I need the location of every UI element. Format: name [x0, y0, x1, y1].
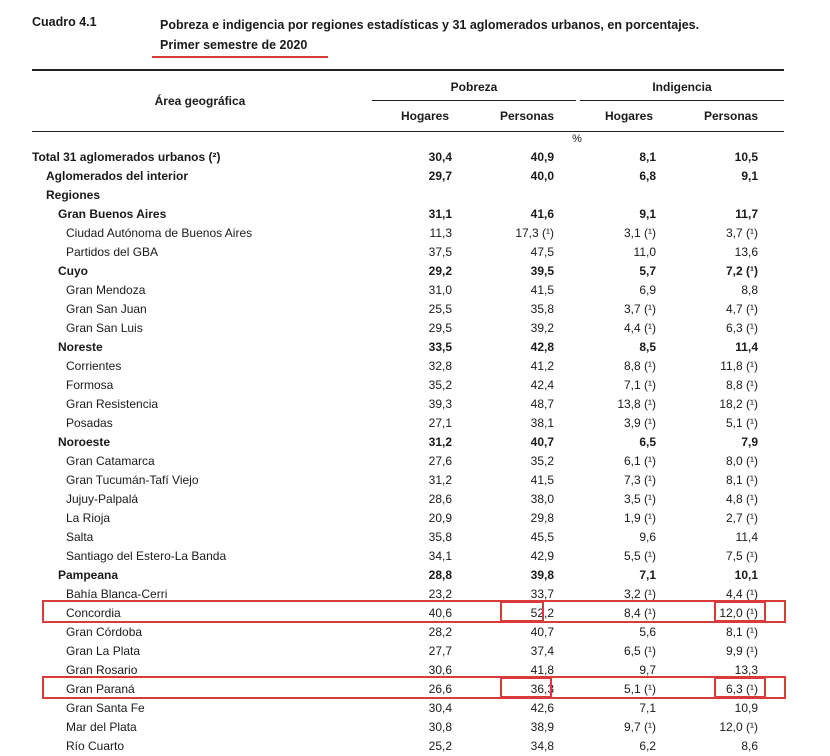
row-label: Gran Buenos Aires: [58, 207, 167, 221]
cell-indigencia-personas: 13,6: [734, 245, 758, 259]
cell-indigencia-hogares: 8,4 (¹): [623, 606, 656, 620]
cell-indigencia-hogares: 6,9: [639, 283, 656, 297]
cell-indigencia-hogares: 9,1: [639, 207, 656, 221]
row-label: Gran Córdoba: [66, 625, 143, 639]
row-label: Gran La Plata: [66, 644, 141, 658]
cell-indigencia-personas: 13,3: [734, 663, 758, 677]
cell-pobreza-hogares: 23,2: [428, 587, 452, 601]
cell-pobreza-personas: 38,1: [530, 416, 554, 430]
cell-indigencia-hogares: 3,7 (¹): [623, 302, 656, 316]
cell-pobreza-personas: 34,8: [530, 739, 554, 753]
cell-pobreza-hogares: 25,5: [428, 302, 452, 316]
table-row: [32, 319, 784, 338]
cell-pobreza-hogares: 28,2: [428, 625, 452, 639]
cell-pobreza-hogares: 29,7: [428, 169, 452, 183]
cell-pobreza-hogares: 31,2: [428, 473, 452, 487]
cell-indigencia-personas: 11,4: [735, 340, 758, 354]
table-row: [32, 547, 784, 566]
table-row: [32, 642, 784, 661]
cell-pobreza-personas: 40,7: [530, 435, 554, 449]
cell-indigencia-hogares: 4,4 (¹): [623, 321, 656, 335]
row-label: Gran Catamarca: [66, 454, 155, 468]
cell-indigencia-personas: 12,0 (¹): [719, 720, 758, 734]
cell-pobreza-hogares: 30,4: [428, 701, 452, 715]
table-row: [32, 737, 784, 756]
table-row: [32, 585, 784, 604]
table-row: [32, 376, 784, 395]
cell-pobreza-hogares: 34,1: [428, 549, 452, 563]
cell-indigencia-personas: 11,8 (¹): [720, 359, 758, 373]
cell-indigencia-personas: 8,1 (¹): [725, 473, 758, 487]
cell-indigencia-personas: 12,0 (¹): [719, 606, 758, 620]
cell-pobreza-personas: 39,8: [530, 568, 554, 582]
cell-pobreza-personas: 40,9: [530, 150, 554, 164]
pobreza-subrule: [372, 100, 576, 101]
indigencia-header: Indigencia: [652, 80, 712, 94]
cell-indigencia-personas: 4,4 (¹): [725, 587, 758, 601]
cell-pobreza-personas: 38,9: [530, 720, 554, 734]
row-label: Gran Mendoza: [66, 283, 146, 297]
col-header-indigencia-hogares: Hogares: [604, 109, 654, 123]
unit-label: %: [572, 133, 582, 145]
col-header-pobreza-hogares: Hogares: [400, 109, 450, 123]
col-header-indigencia-personas: Personas: [703, 109, 759, 123]
row-label: Mar del Plata: [66, 720, 137, 734]
cell-indigencia-personas: 8,8: [741, 283, 758, 297]
cell-indigencia-personas: 9,1: [741, 169, 758, 183]
row-label: Ciudad Autónoma de Buenos Aires: [66, 226, 253, 240]
table-row: [32, 357, 784, 376]
cell-indigencia-personas: 8,6: [741, 739, 758, 753]
table-number: Cuadro 4.1: [32, 15, 97, 29]
header-bottom-rule: [32, 131, 784, 132]
cell-pobreza-personas: 45,5: [530, 530, 554, 544]
cell-pobreza-hogares: 27,6: [428, 454, 452, 468]
table-row: [32, 604, 784, 623]
cell-indigencia-personas: 4,8 (¹): [725, 492, 758, 506]
table-row: [32, 623, 784, 642]
cell-pobreza-hogares: 28,6: [428, 492, 452, 506]
cell-indigencia-personas: 7,5 (¹): [725, 549, 758, 563]
cell-pobreza-personas: 17,3 (¹): [515, 226, 554, 240]
cell-pobreza-hogares: 11,3: [429, 226, 452, 240]
cell-pobreza-personas: 38,0: [530, 492, 554, 506]
table-row: [32, 414, 784, 433]
cell-indigencia-personas: 11,7: [735, 207, 758, 221]
cell-pobreza-personas: 35,8: [530, 302, 554, 316]
cell-indigencia-personas: 2,7 (¹): [725, 511, 758, 525]
cell-pobreza-personas: 41,6: [530, 207, 554, 221]
table-row: [32, 490, 784, 509]
table-top-rule: [32, 69, 784, 71]
cell-indigencia-hogares: 5,6: [639, 625, 656, 639]
cell-indigencia-hogares: 7,1: [639, 701, 656, 715]
cell-pobreza-hogares: 26,6: [428, 682, 452, 696]
cell-indigencia-hogares: 7,1 (¹): [623, 378, 656, 392]
title-line-1: Pobreza e indigencia por regiones estadísticas y 31 aglomerados urbanos, en porcentajes.: [160, 18, 700, 32]
cell-indigencia-hogares: 6,5 (¹): [623, 644, 656, 658]
cell-pobreza-personas: 42,6: [530, 701, 554, 715]
row-label: Gran Rosario: [66, 663, 138, 677]
cell-pobreza-personas: 40,0: [530, 169, 554, 183]
cell-indigencia-hogares: 6,8: [639, 169, 656, 183]
cell-indigencia-personas: 7,2 (¹): [725, 264, 758, 278]
table-row: [32, 661, 784, 680]
cell-indigencia-hogares: 5,1 (¹): [623, 682, 656, 696]
row-label: La Rioja: [66, 511, 111, 525]
row-label: Cuyo: [58, 264, 88, 278]
row-label: Noreste: [58, 340, 103, 354]
cell-indigencia-hogares: 6,5: [639, 435, 656, 449]
cell-indigencia-personas: 9,9 (¹): [725, 644, 758, 658]
title-line-2: Primer semestre de 2020: [160, 38, 308, 52]
cell-indigencia-hogares: 3,1 (¹): [623, 226, 656, 240]
cell-pobreza-personas: 42,9: [530, 549, 554, 563]
cell-indigencia-personas: 4,7 (¹): [725, 302, 758, 316]
cell-pobreza-hogares: 32,8: [428, 359, 452, 373]
table-title: [160, 15, 699, 55]
row-label: Gran San Juan: [66, 302, 147, 316]
cell-pobreza-hogares: 25,2: [428, 739, 452, 753]
cell-pobreza-hogares: 20,9: [428, 511, 452, 525]
cell-indigencia-personas: 6,3 (¹): [725, 321, 758, 335]
cell-pobreza-hogares: 35,8: [428, 530, 452, 544]
row-label: Jujuy-Palpalá: [66, 492, 139, 506]
cell-indigencia-personas: 7,9: [741, 435, 758, 449]
cell-indigencia-personas: 3,7 (¹): [725, 226, 758, 240]
cell-pobreza-personas: 41,5: [530, 283, 554, 297]
table-row: [32, 566, 784, 585]
row-label: Río Cuarto: [66, 739, 125, 753]
cell-pobreza-personas: 39,2: [530, 321, 554, 335]
pobreza-header: Pobreza: [450, 80, 498, 94]
cell-pobreza-hogares: 29,5: [428, 321, 452, 335]
row-label: Gran Santa Fe: [66, 701, 145, 715]
cell-indigencia-hogares: 9,6: [639, 530, 656, 544]
cell-indigencia-hogares: 7,3 (¹): [623, 473, 656, 487]
cell-indigencia-personas: 8,1 (¹): [725, 625, 758, 639]
cell-indigencia-hogares: 8,5: [639, 340, 656, 354]
cell-pobreza-personas: 47,5: [530, 245, 554, 259]
cell-indigencia-hogares: 11,0: [633, 245, 656, 259]
row-label: Regiones: [46, 188, 101, 202]
cell-indigencia-personas: 10,9: [734, 701, 758, 715]
cell-pobreza-personas: 37,4: [530, 644, 554, 658]
row-label: Gran Paraná: [66, 682, 135, 696]
cell-pobreza-hogares: 27,7: [428, 644, 452, 658]
table-row: [32, 205, 784, 224]
cell-pobreza-personas: 33,7: [530, 587, 554, 601]
table-row: [32, 680, 784, 699]
row-label: Concordia: [66, 606, 121, 620]
table-row: [32, 167, 784, 186]
row-label: Aglomerados del interior: [46, 169, 189, 183]
table-row: [32, 433, 784, 452]
cell-pobreza-hogares: 31,0: [428, 283, 452, 297]
cell-pobreza-hogares: 31,2: [428, 435, 452, 449]
cell-pobreza-personas: 41,8: [530, 663, 554, 677]
cell-indigencia-hogares: 7,1: [639, 568, 656, 582]
cell-indigencia-hogares: 5,5 (¹): [623, 549, 656, 563]
cell-pobreza-hogares: 40,6: [428, 606, 452, 620]
cell-indigencia-hogares: 8,8 (¹): [623, 359, 656, 373]
table-row: [32, 699, 784, 718]
row-label: Noroeste: [58, 435, 111, 449]
cell-indigencia-personas: 11,4: [735, 530, 758, 544]
cell-pobreza-hogares: 28,8: [428, 568, 452, 582]
cell-indigencia-personas: 5,1 (¹): [725, 416, 758, 430]
row-label: Gran Resistencia: [66, 397, 159, 411]
cell-indigencia-hogares: 5,7: [639, 264, 656, 278]
row-label: Partidos del GBA: [66, 245, 159, 259]
area-header: Área geográfica: [154, 94, 246, 108]
row-label: Posadas: [66, 416, 113, 430]
cell-indigencia-hogares: 3,2 (¹): [623, 587, 656, 601]
row-label: Santiago del Estero-La Banda: [66, 549, 227, 563]
cell-pobreza-personas: 29,8: [530, 511, 554, 525]
cell-pobreza-personas: 41,2: [530, 359, 554, 373]
cell-indigencia-personas: 8,8 (¹): [725, 378, 758, 392]
cell-indigencia-hogares: 3,5 (¹): [623, 492, 656, 506]
row-label: Corrientes: [66, 359, 122, 373]
table-row: [32, 395, 784, 414]
cell-pobreza-hogares: 30,8: [428, 720, 452, 734]
cell-pobreza-hogares: 31,1: [428, 207, 452, 221]
row-label: Gran San Luis: [66, 321, 143, 335]
cell-pobreza-hogares: 30,4: [428, 150, 452, 164]
table-row: [32, 452, 784, 471]
cell-indigencia-hogares: 9,7: [639, 663, 656, 677]
cell-pobreza-hogares: 39,3: [428, 397, 452, 411]
table-row: [32, 509, 784, 528]
table-row: [32, 148, 784, 167]
cell-indigencia-hogares: 3,9 (¹): [623, 416, 656, 430]
cell-pobreza-hogares: 35,2: [428, 378, 452, 392]
indigencia-subrule: [580, 100, 784, 101]
cell-pobreza-hogares: 33,5: [428, 340, 452, 354]
row-label: Gran Tucumán-Tafí Viejo: [66, 473, 199, 487]
cell-indigencia-hogares: 6,1 (¹): [623, 454, 656, 468]
table-row: [32, 528, 784, 547]
cell-pobreza-personas: 40,7: [530, 625, 554, 639]
cell-pobreza-hogares: 27,1: [428, 416, 452, 430]
table-row: [32, 471, 784, 490]
col-header-pobreza-personas: Personas: [499, 109, 555, 123]
row-label: Total 31 aglomerados urbanos (²): [32, 150, 221, 164]
cell-pobreza-hogares: 29,2: [428, 264, 452, 278]
table-row: [32, 281, 784, 300]
table-row: [32, 338, 784, 357]
cell-indigencia-hogares: 13,8 (¹): [617, 397, 656, 411]
table-row: [32, 186, 784, 205]
table-row: [32, 718, 784, 737]
row-label: Bahía Blanca-Cerri: [66, 587, 168, 601]
cell-indigencia-personas: 10,5: [734, 150, 758, 164]
cell-pobreza-personas: 39,5: [530, 264, 554, 278]
cell-indigencia-hogares: 1,9 (¹): [623, 511, 656, 525]
cell-pobreza-personas: 52,2: [530, 606, 554, 620]
table-row: [32, 300, 784, 319]
table-row: [32, 224, 784, 243]
cell-indigencia-hogares: 6,2: [639, 739, 656, 753]
cell-pobreza-personas: 42,4: [530, 378, 554, 392]
cell-indigencia-personas: 6,3 (¹): [725, 682, 758, 696]
cell-pobreza-hogares: 30,6: [428, 663, 452, 677]
cell-pobreza-personas: 35,2: [530, 454, 554, 468]
cell-pobreza-personas: 42,8: [530, 340, 554, 354]
row-label: Formosa: [66, 378, 114, 392]
cell-pobreza-hogares: 37,5: [428, 245, 452, 259]
cell-pobreza-personas: 48,7: [530, 397, 554, 411]
row-label: Pampeana: [58, 568, 119, 582]
cell-pobreza-personas: 36,3: [530, 682, 554, 696]
title-highlight-underline: [152, 56, 328, 58]
cell-indigencia-personas: 10,1: [734, 568, 758, 582]
table-row: [32, 243, 784, 262]
cell-indigencia-personas: 18,2 (¹): [719, 397, 758, 411]
cell-pobreza-personas: 41,5: [530, 473, 554, 487]
cell-indigencia-hogares: 8,1: [639, 150, 656, 164]
table-row: [32, 262, 784, 281]
row-label: Salta: [66, 530, 94, 544]
cell-indigencia-hogares: 9,7 (¹): [623, 720, 656, 734]
cell-indigencia-personas: 8,0 (¹): [725, 454, 758, 468]
